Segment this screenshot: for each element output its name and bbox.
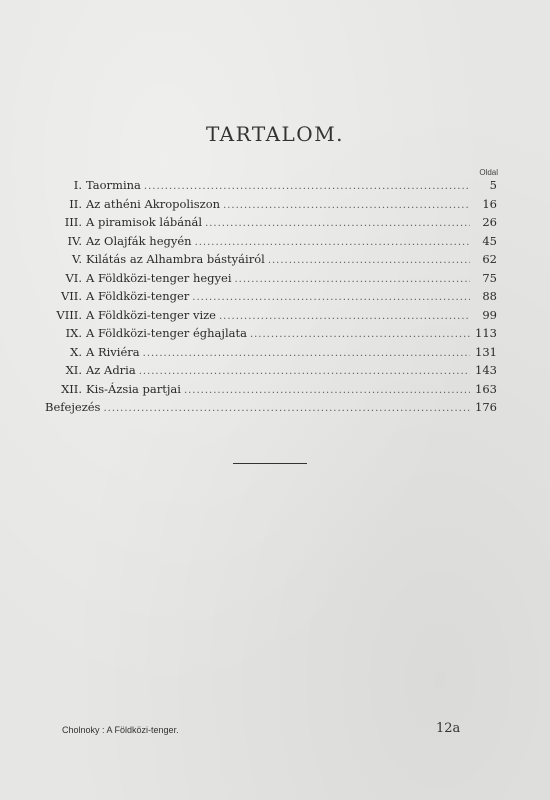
dot-leader (205, 218, 470, 229)
toc-entry-label: A Földközi-tenger (86, 289, 190, 303)
dot-leader (143, 348, 470, 359)
dot-leader (219, 311, 470, 322)
dot-leader (235, 274, 471, 285)
toc-entry-page: 88 (482, 289, 497, 303)
toc-entry (45, 382, 497, 401)
toc-entry-page: 176 (475, 400, 497, 414)
dot-leader (103, 403, 470, 414)
toc-entry-label: Az athéni Akropoliszon (86, 196, 221, 211)
table-of-contents (45, 178, 497, 419)
toc-entry-number: X. (70, 344, 82, 359)
toc-entry (45, 271, 497, 290)
toc-entry-number: I. (73, 178, 82, 192)
toc-entry (45, 252, 497, 271)
dot-leader (223, 200, 470, 211)
dot-leader (144, 181, 470, 192)
toc-entry (45, 400, 497, 419)
toc-entry (45, 234, 497, 253)
toc-entry-label: Befejezés (45, 400, 101, 414)
toc-entry-page: 75 (482, 270, 497, 285)
toc-entry-page: 131 (475, 344, 497, 359)
toc-entry-label: Taormina (86, 178, 141, 192)
toc-entry (45, 308, 497, 327)
dot-leader (184, 385, 470, 396)
toc-entry-number: V. (72, 252, 82, 266)
toc-entry-number: II. (69, 196, 82, 211)
toc-entry-page: 99 (482, 307, 497, 322)
dot-leader (139, 366, 470, 377)
toc-entry-page: 5 (489, 178, 497, 192)
toc-entry-label: A Földközi-tenger hegyei (86, 270, 232, 285)
toc-entry-page: 16 (482, 196, 497, 211)
dot-leader (192, 292, 470, 303)
toc-entry-page: 62 (482, 252, 497, 266)
toc-entry-page: 143 (475, 363, 497, 377)
toc-entry-number: XII. (61, 381, 82, 396)
page-title: TARTALOM. (205, 122, 345, 146)
toc-entry-label: A Földközi-tenger vize (86, 307, 216, 322)
toc-entry-page: 113 (475, 326, 497, 340)
footer-sheet-mark: 12a (436, 721, 461, 736)
dot-leader (195, 237, 470, 248)
toc-entry-label: Az Olajfák hegyén (86, 233, 192, 248)
toc-entry (45, 289, 497, 308)
dot-leader (250, 329, 470, 340)
dot-leader (268, 255, 470, 266)
toc-entry-page: 26 (482, 215, 497, 229)
divider-rule (233, 463, 307, 464)
toc-entry (45, 178, 497, 197)
footer-signature: Cholnoky : A Földközi-tenger. (62, 725, 179, 735)
toc-entry (45, 215, 497, 234)
toc-entry-number: VII. (60, 289, 82, 303)
toc-entry (45, 326, 497, 345)
toc-entry-number: III. (64, 215, 82, 229)
toc-entry-label: A piramisok lábánál (86, 215, 203, 229)
toc-entry-number: VI. (65, 270, 82, 285)
page-column-header: Oldal (479, 168, 498, 177)
toc-entry-page: 163 (475, 381, 497, 396)
toc-entry-label: Kis-Ázsia partjai (86, 381, 181, 396)
toc-entry-number: VIII. (56, 307, 82, 322)
toc-entry-number: IV. (67, 233, 82, 248)
toc-entry-number: XI. (65, 363, 82, 377)
toc-entry-label: A Riviéra (86, 344, 140, 359)
toc-entry (45, 363, 497, 382)
toc-entry-label: A Földközi-tenger éghajlata (86, 326, 247, 340)
toc-entry-page: 45 (482, 233, 497, 248)
toc-entry-number: IX. (65, 326, 82, 340)
toc-entry (45, 345, 497, 364)
toc-entry (45, 197, 497, 216)
toc-entry-label: Az Adria (86, 363, 136, 377)
toc-entry-label: Kilátás az Alhambra bástyáiról (86, 252, 265, 266)
